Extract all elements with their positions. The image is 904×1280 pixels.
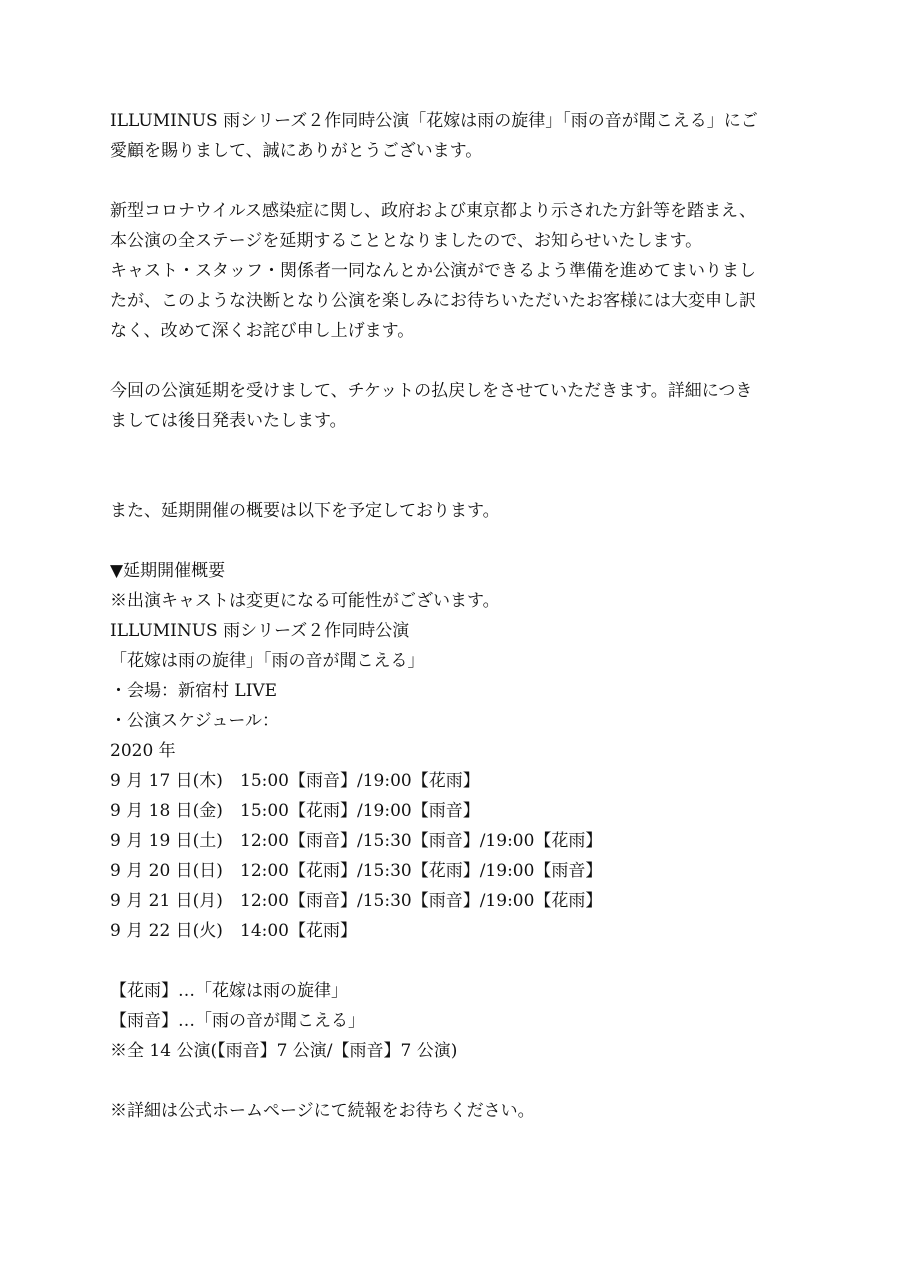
legend-line-ame-oto: 【雨音】…「雨の音が聞こえる」 xyxy=(110,1011,365,1031)
notice-line-5: なく、改めて深くお詫び申し上げます。 xyxy=(110,321,415,341)
schedule-date: 9 月 17 日(木) xyxy=(110,771,223,791)
schedule-date: 9 月 21 日(月) xyxy=(110,891,223,911)
intro-line-2: 愛顧を賜りまして、誠にありがとうございます。 xyxy=(110,141,483,161)
paragraph-spacer xyxy=(110,526,810,556)
notice-line-3: キャスト・スタッフ・関係者一同なんとか公演ができるよう準備を進めてまいりまし xyxy=(110,261,756,281)
intro-line-1: ILLUMINUS 雨シリーズ２作同時公演「花嫁は雨の旋律」「雨の音が聞こえる」にご xyxy=(110,111,758,131)
schedule-date: 9 月 22 日(火) xyxy=(110,921,223,941)
paragraph-spacer xyxy=(110,346,810,376)
schedule-times: 15:00【雨音】/19:00【花雨】 xyxy=(240,771,480,791)
overview-intro-text: また、延期開催の概要は以下を予定しております。 xyxy=(110,501,500,521)
overview-section xyxy=(110,556,810,946)
schedule-times: 12:00【花雨】/15:30【花雨】/19:00【雨音】 xyxy=(240,861,603,881)
schedule-row xyxy=(110,796,810,826)
schedule-times: 12:00【雨音】/15:30【雨音】/19:00【花雨】 xyxy=(240,891,603,911)
schedule-row xyxy=(110,916,810,946)
schedule-row xyxy=(110,856,810,886)
play-titles: 「花嫁は雨の旋律」「雨の音が聞こえる」 xyxy=(110,651,425,671)
schedule-times: 14:00【花雨】 xyxy=(240,921,357,941)
closing-note: ※詳細は公式ホームページにて続報をお待ちください。 xyxy=(110,1101,535,1121)
schedule-date: 9 月 20 日(日) xyxy=(110,861,223,881)
overview-heading: ▼延期開催概要 xyxy=(110,561,226,581)
paragraph-spacer xyxy=(110,436,810,496)
legend-section xyxy=(110,976,810,1066)
series-title: ILLUMINUS 雨シリーズ２作同時公演 xyxy=(110,621,410,641)
legend-line-hana-ame: 【花雨】…「花嫁は雨の旋律」 xyxy=(110,981,348,1001)
refund-paragraph xyxy=(110,376,810,436)
venue-text: ・会場：新宿村 LIVE xyxy=(110,681,278,701)
paragraph-spacer xyxy=(110,946,810,976)
schedule-year: 2020 年 xyxy=(110,741,176,761)
schedule-label: ・公演スケジュール： xyxy=(110,711,279,731)
schedule-times: 15:00【花雨】/19:00【雨音】 xyxy=(240,801,480,821)
paragraph-spacer xyxy=(110,166,810,196)
cast-change-note: ※出演キャストは変更になる可能性がございます。 xyxy=(110,591,500,611)
refund-line-2: ましては後日発表いたします。 xyxy=(110,411,347,431)
schedule-times: 12:00【雨音】/15:30【雨音】/19:00【花雨】 xyxy=(240,831,603,851)
performance-count-note: ※全 14 公演(【雨音】7 公演/【雨音】7 公演) xyxy=(110,1041,458,1061)
refund-line-1: 今回の公演延期を受けまして、チケットの払戻しをさせていただきます。詳細につき xyxy=(110,381,753,401)
schedule-date: 9 月 18 日(金) xyxy=(110,801,223,821)
document-page xyxy=(110,106,810,1126)
schedule-row xyxy=(110,886,810,916)
notice-line-4: たが、このような決断となり公演を楽しみにお待ちいただいたお客様には大変申し訳 xyxy=(110,291,756,311)
notice-line-2: 本公演の全ステージを延期することとなりましたので、お知らせいたします。 xyxy=(110,231,703,251)
notice-line-1: 新型コロナウイルス感染症に関し、政府および東京都より示された方針等を踏まえ、 xyxy=(110,201,756,221)
postponement-notice-paragraph xyxy=(110,196,810,346)
schedule-row xyxy=(110,766,810,796)
intro-paragraph xyxy=(110,106,810,166)
schedule-list xyxy=(110,766,810,946)
schedule-date: 9 月 19 日(土) xyxy=(110,831,223,851)
schedule-row xyxy=(110,826,810,856)
paragraph-spacer xyxy=(110,1066,810,1096)
